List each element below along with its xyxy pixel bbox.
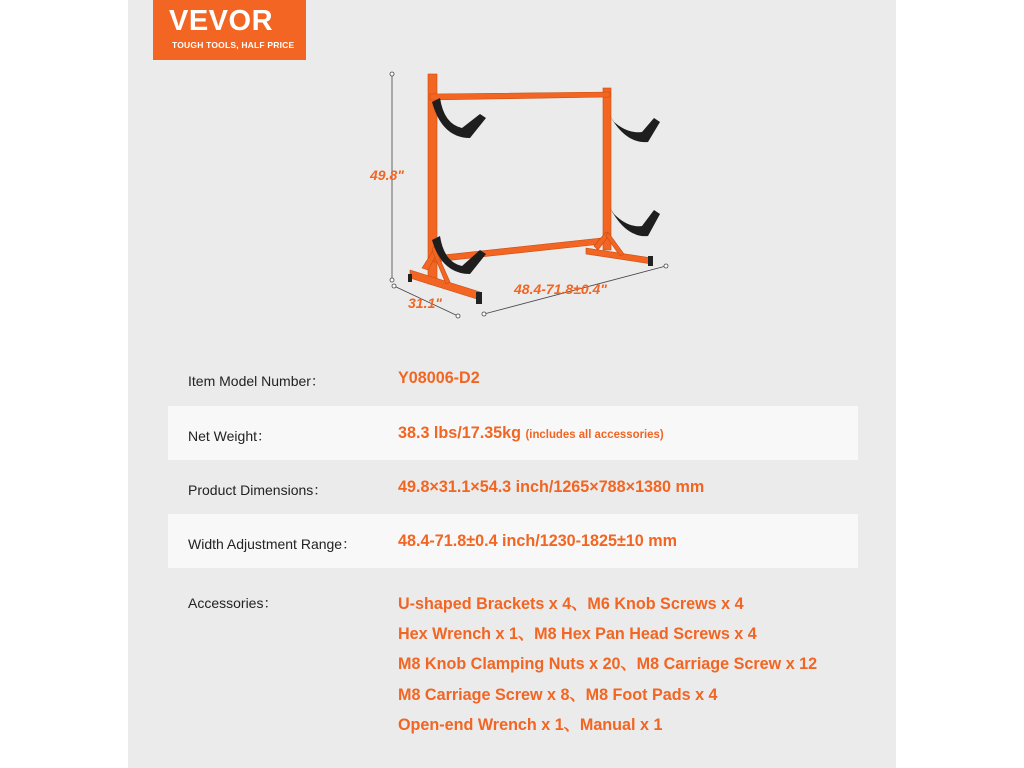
accessory-line: Open-end Wrench x 1、Manual x 1 xyxy=(398,715,663,734)
upper-right-support xyxy=(610,116,660,142)
accessory-line: M8 Carriage Screw x 8、M8 Foot Pads x 4 xyxy=(398,685,718,704)
dimensions-value: 49.8×31.1×54.3 inch/1265×788×1380 mm xyxy=(398,477,705,496)
width-range-value: 48.4-71.8±0.4 inch/1230-1825±10 mm xyxy=(398,531,678,550)
width-dimension-label: 48.4-71.8±0.4" xyxy=(514,281,607,297)
brand-name: VEVOR xyxy=(169,5,274,37)
model-label: Item Model Number： xyxy=(188,373,325,389)
model-value: Y08006-D2 xyxy=(398,368,480,387)
height-dimension-label: 49.8" xyxy=(370,167,404,183)
top-crossbar xyxy=(430,92,610,100)
accessory-line: M8 Knob Clamping Nuts x 20、M8 Carriage Screw x 12 xyxy=(398,654,818,673)
lower-right-support xyxy=(610,208,660,236)
bottom-crossbar xyxy=(434,238,602,262)
weight-label: Net Weight： xyxy=(188,428,271,444)
accessory-line: U-shaped Brackets x 4、M6 Knob Screws x 4 xyxy=(398,594,744,613)
weight-main: 38.3 lbs/17.35kg xyxy=(398,423,522,442)
dimensions-label: Product Dimensions： xyxy=(188,482,328,498)
brand-logo xyxy=(153,0,306,60)
brand-tagline: TOUGH TOOLS, HALF PRICE xyxy=(172,40,295,50)
width-range-label: Width Adjustment Range： xyxy=(188,536,357,552)
upper-left-support xyxy=(432,98,486,138)
right-upright xyxy=(603,88,611,250)
weight-note: (includes all accessories) xyxy=(525,427,664,441)
kayak-rack-illustration xyxy=(370,60,680,330)
accessory-line: Hex Wrench x 1、M8 Hex Pan Head Screws x 4 xyxy=(398,624,757,643)
weight-value xyxy=(398,423,664,443)
depth-dimension-label: 31.1" xyxy=(408,295,442,311)
rack-frame xyxy=(410,74,652,300)
accessories-label: Accessories： xyxy=(188,595,278,611)
